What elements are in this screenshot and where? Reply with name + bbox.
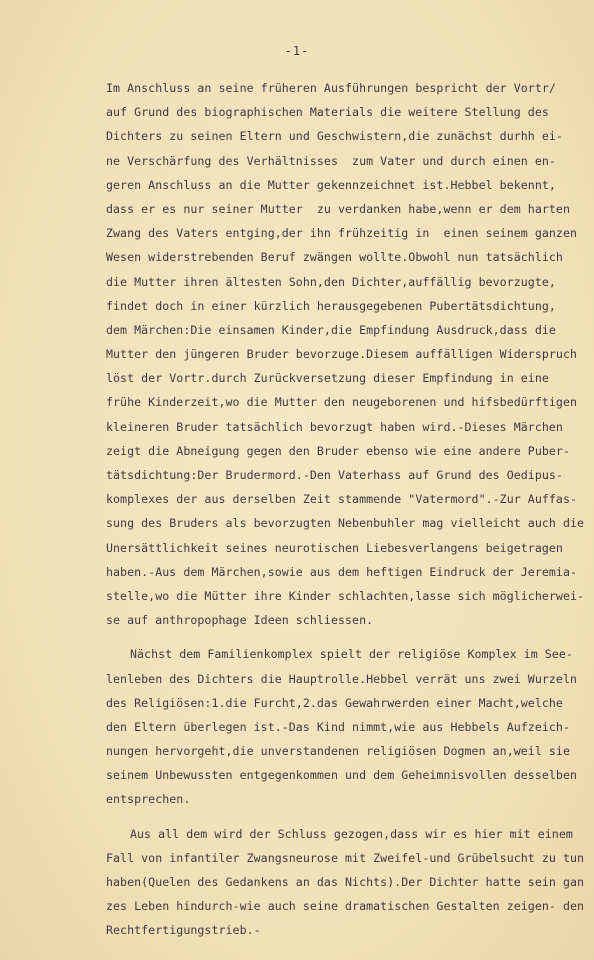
paragraph: [106, 76, 584, 632]
text-line: Mutter den jüngeren Bruder bevorzuge.Diesem auffälligen Widerspruch: [106, 347, 578, 362]
text-line: dass er es nur seiner Mutter zu verdanken habe,wenn er dem harten: [106, 201, 570, 216]
text-line: Rechtfertigungstrieb.-: [106, 923, 261, 938]
text-line: nungen hervorgeht,die unverstandenen religiösen Dogmen an,weil sie: [106, 744, 570, 759]
text-line: die Mutter ihren ältesten Sohn,den Dichter,auffällig bevorzugte,: [106, 274, 556, 289]
text-line: ne Verschärfung des Verhältnisses zum Vater und durch einen en-: [106, 153, 556, 168]
text-line: se auf anthropophage Ideen schliessen.: [106, 613, 374, 628]
text-line: seinem Unbewussten entgegenkommen und dem Geheimnisvollen desselben: [106, 768, 578, 783]
text-line: frühe Kinderzeit,wo die Mutter den neugeborenen und hifsbedürftigen: [106, 395, 578, 410]
text-line: den Eltern überlegen ist.-Das Kind nimmt,wie aus Hebbels Aufzeich-: [106, 719, 570, 734]
text-line: stelle,wo die Mütter ihre Kinder schlachten,lasse sich möglicherwei-: [106, 588, 585, 603]
text-line: haben(Quelen des Gedankens an das Nichts).Der Dichter hatte sein gan: [106, 875, 585, 889]
text-line: des Religiösen:1.die Furcht,2.das Gewahrwerden einer Macht,welche: [106, 695, 563, 710]
text-line: sung des Bruders als bevorzugten Nebenbuhler mag vielleicht auch die: [106, 516, 585, 531]
paragraph: [106, 642, 584, 811]
text-line: geren Anschluss an die Mutter gekennzeichnet ist.Hebbel bekennt,: [106, 177, 556, 192]
text-line: komplexes der aus derselben Zeit stammende "Vatermord".-Zur Auffas-: [106, 492, 578, 507]
text-line: Fall von infantiler Zwangsneurose mit Zweifel-und Grübelsucht zu tun: [106, 850, 585, 865]
text-line: kleineren Bruder tatsächlich bevorzugt haben wird.-Dieses Märchen: [106, 419, 563, 434]
paragraph: [106, 822, 584, 943]
text-line: haben.-Aus dem Märchen,sowie aus dem heftigen Eindruck der Jeremia-: [106, 564, 578, 579]
text-line: Wesen widerstrebenden Beruf zwängen wollte.Obwohl nun tatsächlich: [106, 250, 563, 265]
document-body: [106, 76, 584, 943]
text-line: dem Märchen:Die einsamen Kinder,die Empfindung Ausdruck,dass die: [106, 322, 556, 337]
text-line: Unersättlichkeit seines neurotischen Liebesverlangens beigetragen: [106, 540, 563, 555]
text-line: Aus all dem wird der Schluss gezogen,dass wir es hier mit einem: [130, 826, 573, 841]
text-line: Nächst dem Familienkomplex spielt der religiöse Komplex im See-: [130, 647, 573, 662]
text-line: zes Leben hindurch-wie auch seine dramatischen Gestalten zeigen- den: [106, 899, 585, 914]
text-line: löst der Vortr.durch Zurückversetzung dieser Empfindung in eine: [106, 371, 549, 386]
paragraph-gap: [106, 812, 584, 822]
text-line: entsprechen.: [106, 792, 191, 807]
text-line: Im Anschluss an seine früheren Ausführungen bespricht der Vortr/: [106, 81, 556, 95]
text-line: auf Grund des biographischen Materials die weitere Stellung des: [106, 105, 549, 120]
text-line: lenleben des Dichters die Hauptrolle.Hebbel verrät uns zwei Wurzeln: [106, 671, 578, 686]
text-line: tätsdichtung:Der Brudermord.-Den Vaterhass auf Grund des Oedipus-: [106, 468, 563, 482]
page-number: -1-: [284, 44, 310, 58]
text-line: Zwang des Vaters entging,der ihn frühzeitig in einen seinem ganzen: [106, 226, 578, 241]
text-line: findet doch in einer kürzlich herausgegebenen Pubertätsdichtung,: [106, 298, 556, 313]
paragraph-gap: [106, 632, 584, 642]
text-line: Dichters zu seinen Eltern und Geschwistern,die zunächst durhh ei-: [106, 129, 563, 144]
text-line: zeigt die Abneigung gegen den Bruder ebenso wie eine andere Puber-: [106, 443, 570, 458]
